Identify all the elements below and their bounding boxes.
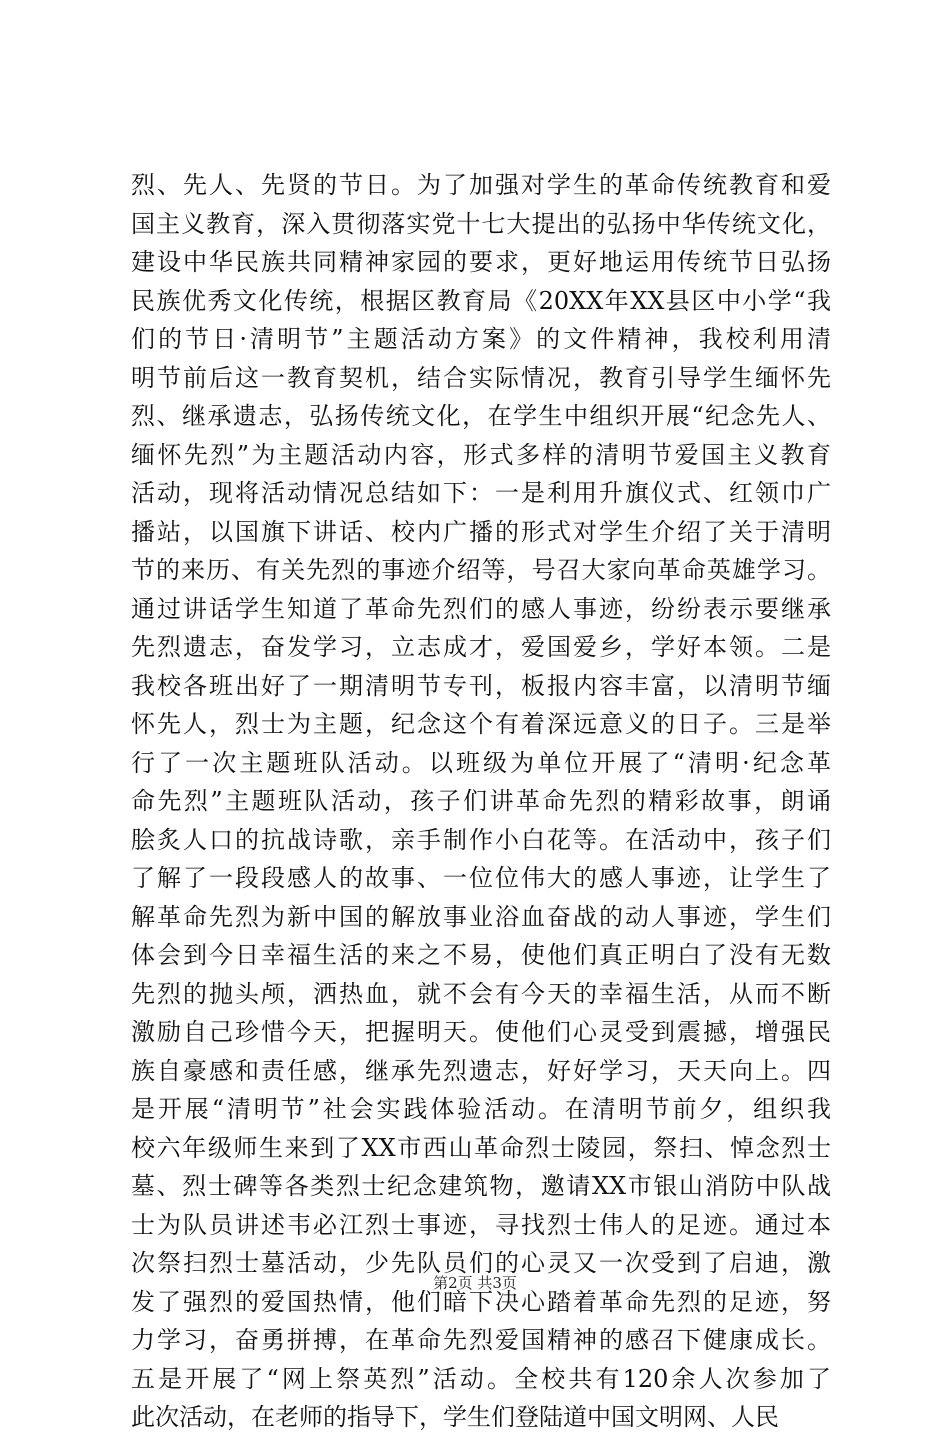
- text-line: 国主义教育，深入贯彻落实党十七大提出的弘扬中华传统文化，: [131, 209, 831, 238]
- text-line: 烈、继承遗志，弘扬传统文化，在学生中组织开展“纪念先人、: [131, 402, 831, 430]
- text-line: 缅怀先烈”为主题活动内容，形式多样的清明节爱国主义教育: [131, 440, 831, 469]
- text-line: 次祭扫烈士墓活动，少先队员们的心灵又一次受到了启迪，激: [131, 1249, 831, 1277]
- text-line: 五是开展了“网上祭英烈”活动。全校共有120余人次参加了: [131, 1364, 831, 1393]
- text-line: 建设中华民族共同精神家园的要求，更好地运用传统节日弘扬: [131, 248, 831, 276]
- text-line: 们的节日·清明节”主题活动方案》的文件精神，我校利用清: [131, 325, 831, 353]
- text-line: 活动，现将活动情况总结如下：一是利用升旗仪式、红领巾广: [131, 479, 831, 507]
- text-line: 脍炙人口的抗战诗歌，亲手制作小白花等。在活动中，孩子们: [131, 825, 831, 854]
- text-line: 激励自己珍惜今天，把握明天。使他们心灵受到震撼，增强民: [131, 1018, 831, 1046]
- text-line: 明节前后这一教育契机，结合实际情况，教育引导学生缅怀先: [131, 363, 831, 392]
- text-line: 烈、先人、先贤的节日。为了加强对学生的革命传统教育和爱: [131, 171, 831, 199]
- text-line: 士为队员讲述韦必江烈士事迹，寻找烈士伟人的足迹。通过本: [131, 1210, 831, 1239]
- text-line: 播站，以国旗下讲话、校内广播的形式对学生介绍了关于清明: [131, 517, 831, 546]
- text-line: 节的来历、有关先烈的事迹介绍等，号召大家向革命英雄学习。: [131, 556, 831, 584]
- text-line: 我校各班出好了一期清明节专刊，板报内容丰富，以清明节缅: [131, 671, 831, 700]
- text-line: 发了强烈的爱国热情，他们暗下决心踏着革命先烈的足迹，努: [131, 1287, 831, 1316]
- text-line: 是开展“清明节”社会实践体验活动。在清明节前夕，组织我: [131, 1095, 831, 1123]
- text-line: 解革命先烈为新中国的解放事业浴血奋战的动人事迹，学生们: [131, 902, 831, 931]
- text-line: 校六年级师生来到了XX市西山革命烈士陵园，祭扫、悼念烈士: [131, 1133, 831, 1162]
- text-line: 体会到今日幸福生活的来之不易，使他们真正明白了没有无数: [131, 941, 831, 969]
- text-line: 先烈的抛头颅，洒热血，就不会有今天的幸福生活，从而不断: [131, 979, 831, 1008]
- text-line: 此次活动，在老师的指导下，学生们登陆道中国文明网、人民: [131, 1403, 779, 1431]
- text-line: 通过讲话学生知道了革命先烈们的感人事迹，纷纷表示要继承: [131, 594, 831, 623]
- body-text: [131, 166, 831, 1437]
- text-line: 命先烈”主题班队活动，孩子们讲革命先烈的精彩故事，朗诵: [131, 787, 831, 815]
- text-line: 墓、烈士碑等各类烈士纪念建筑物，邀请XX市银山消防中队战: [131, 1172, 831, 1200]
- text-line: 行了一次主题班队活动。以班级为单位开展了“清明·纪念革: [131, 748, 831, 777]
- text-line: 怀先人，烈士为主题，纪念这个有着深远意义的日子。三是举: [131, 710, 831, 738]
- text-line: 民族优秀文化传统，根据区教育局《20XX年XX县区中小学“我: [131, 286, 831, 315]
- text-line: 了解了一段段感人的故事、一位位伟大的感人事迹，让学生了: [131, 864, 831, 892]
- text-line: 族自豪感和责任感，继承先烈遗志，好好学习，天天向上。四: [131, 1056, 831, 1085]
- page-footer: 第2页 共3页: [433, 1274, 517, 1292]
- text-line: 先烈遗志，奋发学习，立志成才，爱国爱乡，学好本领。二是: [131, 633, 831, 661]
- text-line: 力学习，奋勇拼搏，在革命先烈爱国精神的感召下健康成长。: [131, 1326, 831, 1354]
